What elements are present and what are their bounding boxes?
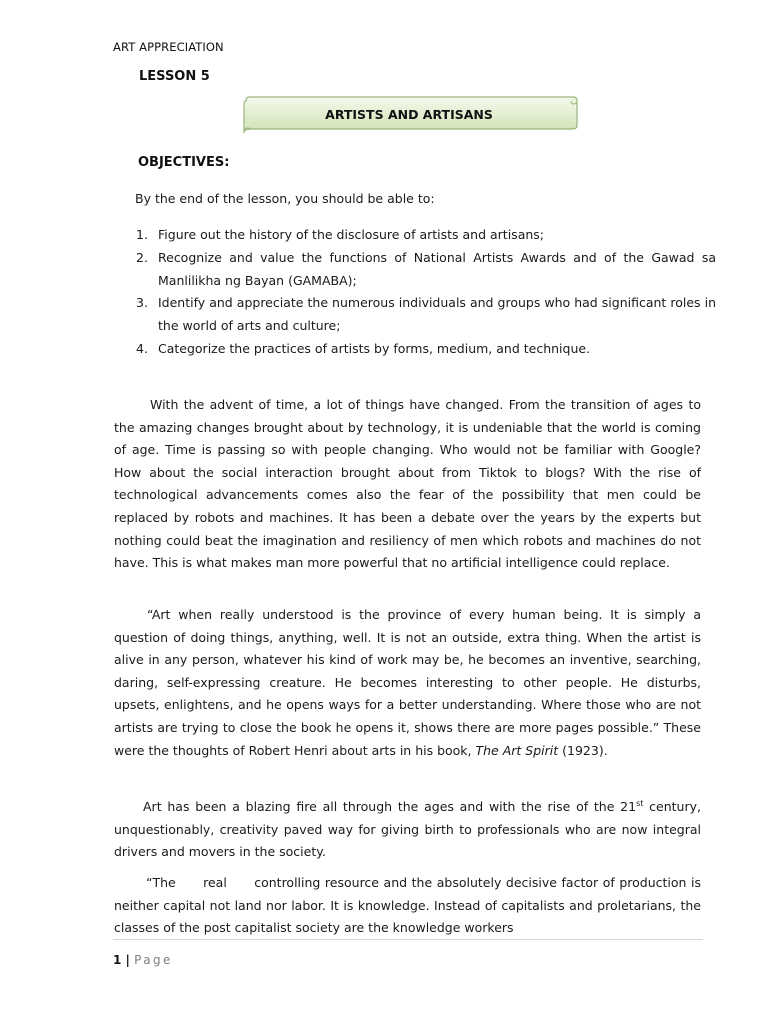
- page-label: Page: [134, 953, 173, 967]
- objective-text: Categorize the practices of artists by forms, medium, and technique.: [158, 340, 591, 356]
- header-label: ART APPRECIATION: [113, 40, 224, 54]
- objective-item: [136, 224, 716, 247]
- p3-superscript: st: [636, 798, 644, 808]
- objective-number: 2.: [136, 249, 148, 265]
- lesson-label: LESSON 5: [139, 69, 210, 84]
- lesson-title: ARTISTS AND ARTISANS: [325, 106, 493, 122]
- objectives-intro: By the end of the lesson, you should be able to:: [135, 191, 435, 206]
- objective-item: [136, 338, 716, 361]
- objective-text: Identify and appreciate the numerous individuals and groups who had significant roles in the world of arts and culture;: [158, 295, 716, 334]
- book-title: The Art Spirit: [475, 742, 559, 758]
- book-year: (1923).: [558, 742, 608, 758]
- objective-text: Recognize and value the functions of National Artists Awards and of the Gawad sa Manlilikha ng Bayan (GAMABA);: [158, 249, 716, 288]
- p3-text-after: century, unquestionably, creativity paved way for giving birth to professionals who are now integral drivers and movers in the society.: [114, 799, 701, 860]
- body-paragraph-4: “The real controlling resource and the absolutely decisive factor of production is neither capital not land nor labor. It is knowledge. Instead of capitalists and proletarians, the classes of the post capitalist society are the knowledge workers: [114, 875, 705, 936]
- objective-item: [136, 292, 716, 338]
- body-paragraph-1: With the advent of time, a lot of things have changed. From the transition of ages to the amazing changes brought about by technology, it is undeniable that the world is coming of age. Time is passing so with people changing. Who would not be familiar with Google? How about the social interaction brought about from Tiktok to blogs? With the rise of technological advancements comes also the fear of the possibility that men could be replaced by robots and machines. It has been a debate over the years by the experts but nothing could beat the imagination and resiliency of men which robots and machines do not have. This is what makes man more powerful that no artificial intelligence could replace.: [114, 397, 701, 571]
- objective-number: 3.: [136, 295, 148, 311]
- title-banner: [240, 95, 578, 133]
- footer-divider: [113, 939, 703, 940]
- p3-text-before: Art has been a blazing fire all through the ages and with the rise of the 21: [143, 799, 637, 814]
- body-paragraph-2: [114, 604, 701, 762]
- henri-quote: “Art when really understood is the province of every human being. It is simply a question of doing things, anything, well. It is not an outside, extra thing. When the artist is alive in any person, whatever his kind of work may be, he becomes an inventive, searching, daring, self-expressing creature. He becomes interesting to other people. He disturbs, upsets, enlightens, and he opens ways for a better understanding. Where those who are not artists are trying to close the book he opens it, shows there are more pages possible.” These were the thoughts of Robert Henri about arts in his book,: [114, 607, 701, 758]
- body-paragraph-3: [114, 796, 701, 864]
- objectives-heading: OBJECTIVES:: [138, 155, 230, 170]
- objective-number: 4.: [136, 340, 148, 356]
- objective-item: [136, 247, 716, 293]
- objectives-list: [136, 224, 716, 361]
- objective-number: 1.: [136, 227, 148, 242]
- page-number: 1: [113, 953, 122, 967]
- page-separator: |: [121, 953, 135, 967]
- page-footer: [113, 953, 173, 967]
- objective-text: Figure out the history of the disclosure of artists and artisans;: [158, 227, 544, 242]
